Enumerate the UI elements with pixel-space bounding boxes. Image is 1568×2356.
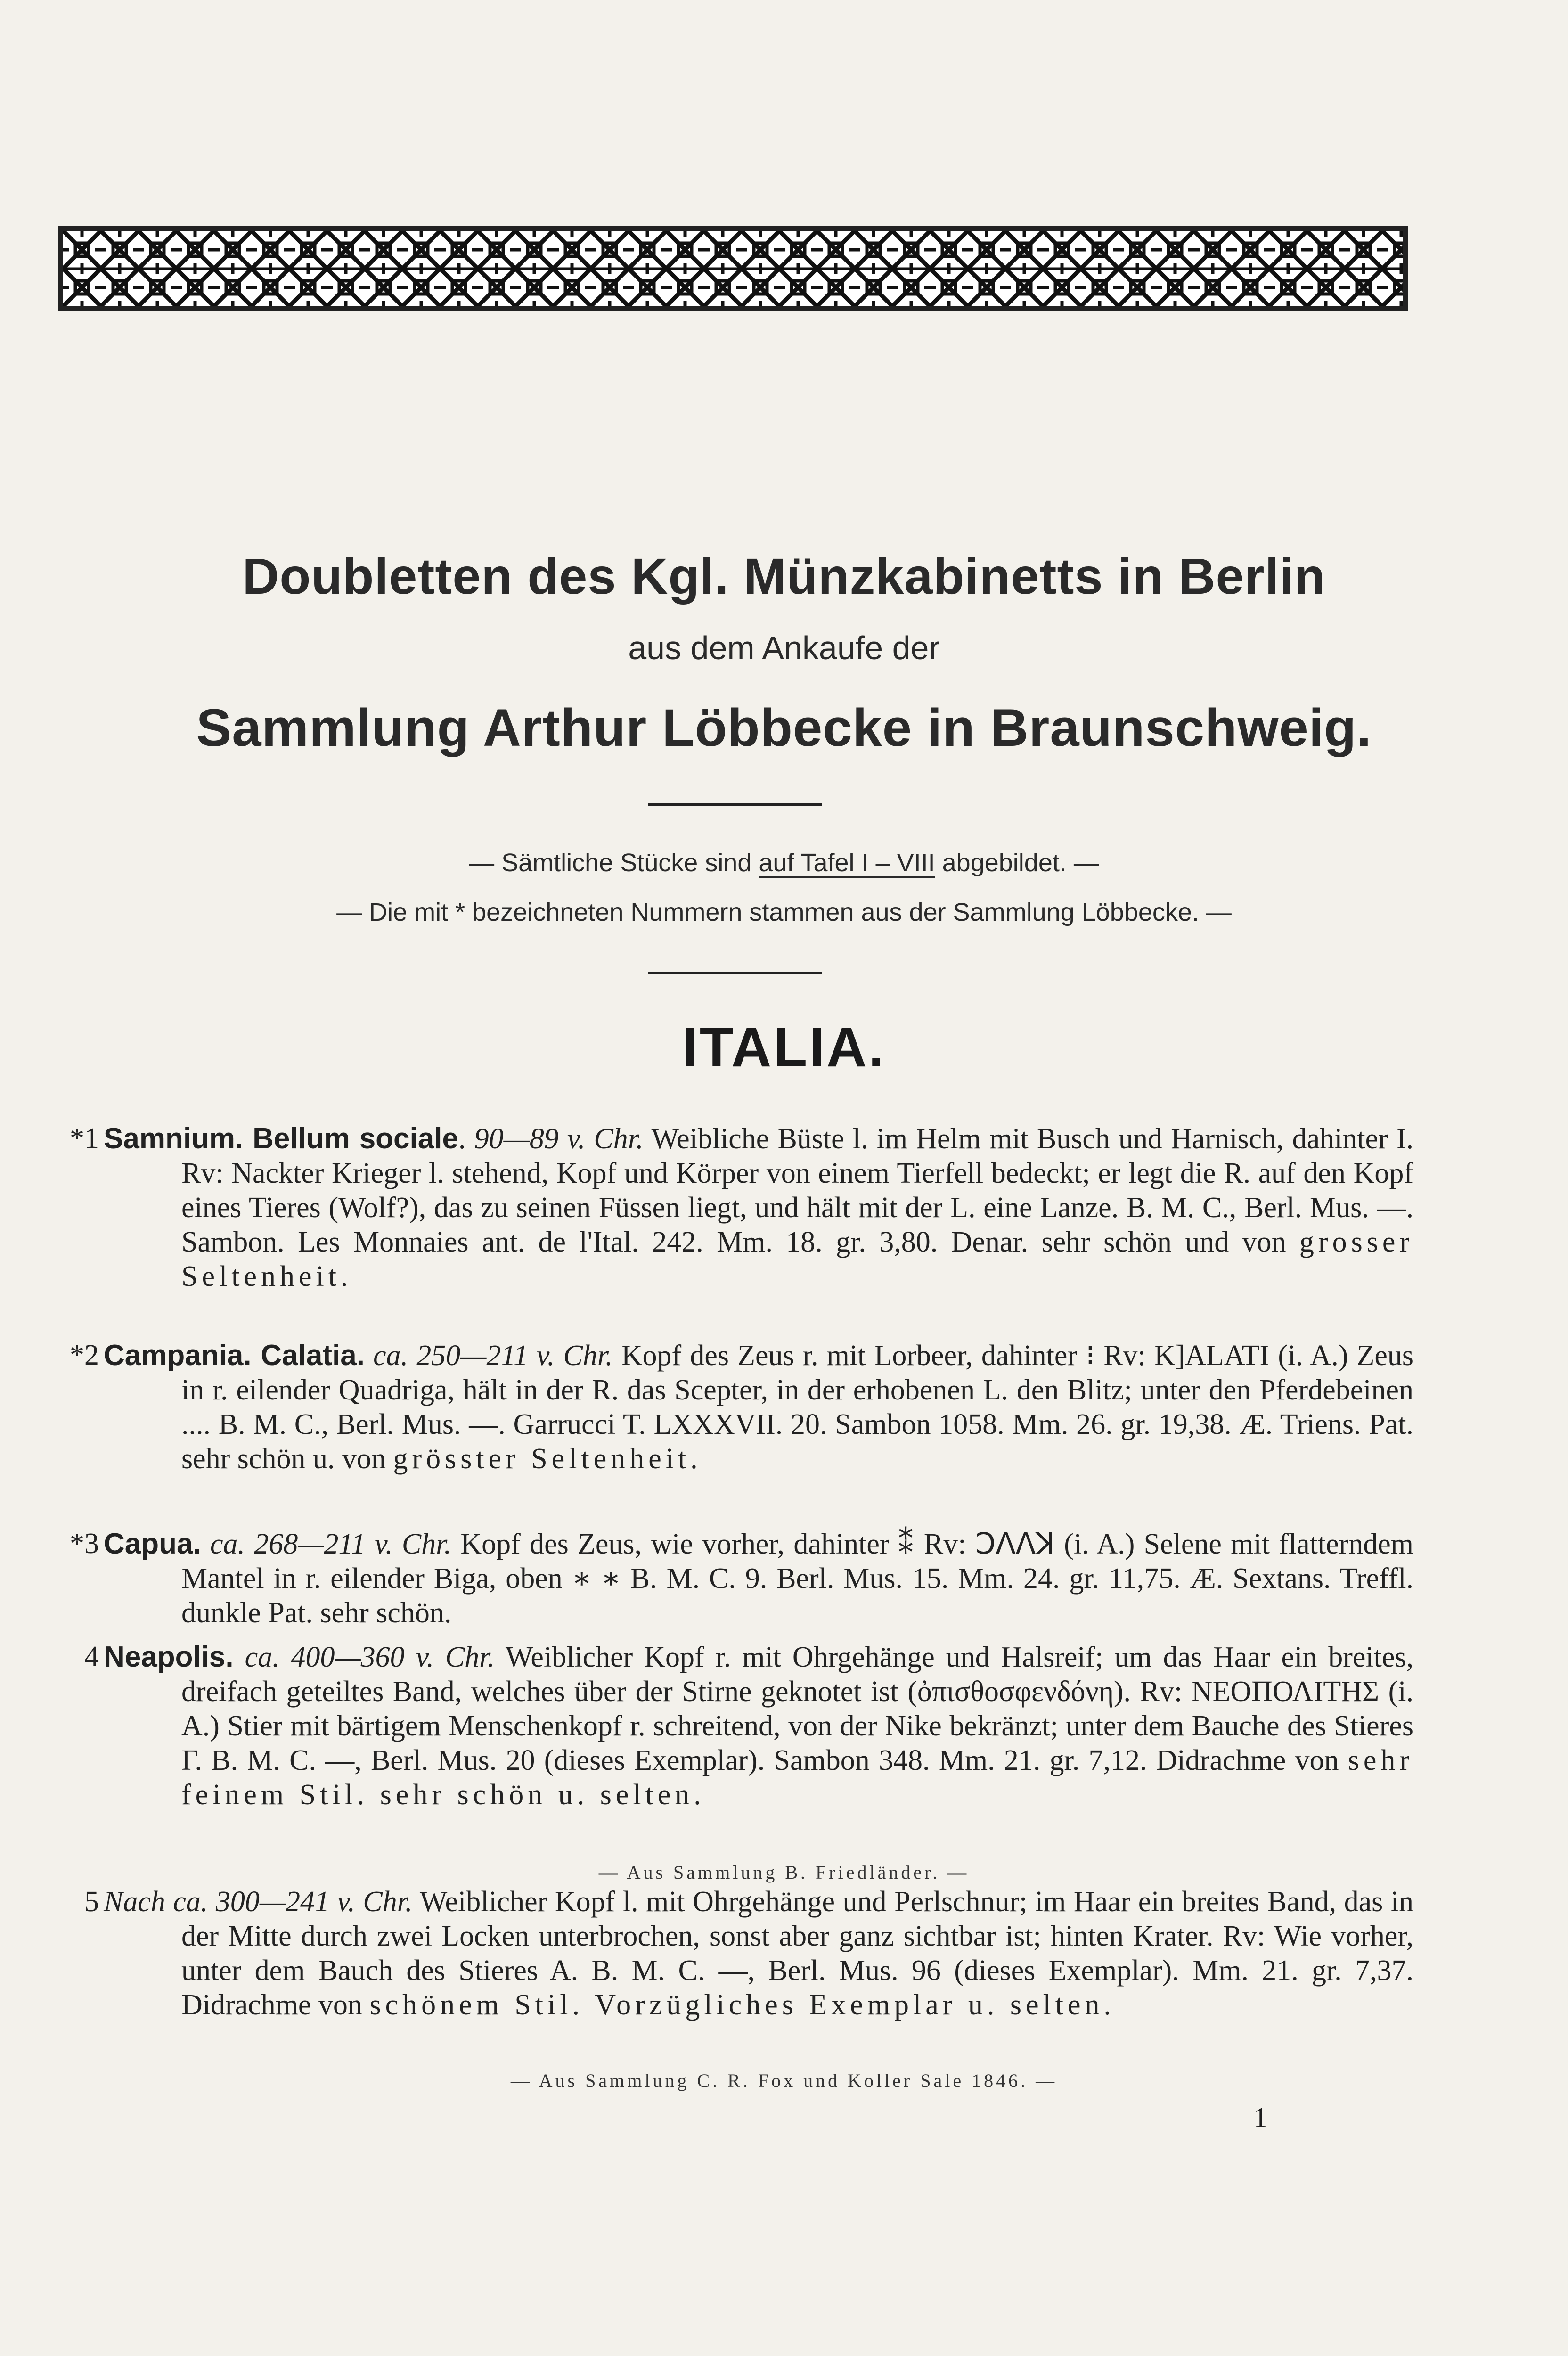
entry-provenance: — Aus Sammlung B. Friedländer. —	[598, 1862, 970, 1883]
entry-description: Kopf des Zeus, wie vorher, dahinter ⁑ Rv: ꓛꓥꓥꓘ (i. A.) Selene mit flatterndem Mantel in r. eilender Biga, oben ∗ ∗ B. M. C. 9. Berl. Mus. 15. Mm. 24. gr. 11,75. Æ. Sextans. Treffl. dunkle Pat. sehr schön.	[181, 1528, 1413, 1629]
entry-number: *2	[70, 1339, 99, 1371]
plates-note-reference: auf Tafel I – VIII	[759, 849, 935, 877]
ornamental-border	[58, 226, 1408, 311]
plates-note	[0, 848, 1568, 877]
title-line-1: Doubletten des Kgl. Münzkabinetts in Berlin	[242, 548, 1326, 605]
entry-separator	[201, 1528, 210, 1560]
entry-body	[104, 1640, 1413, 1812]
catalog-entry	[52, 1121, 1413, 1294]
catalog-entry	[52, 1338, 1413, 1476]
entry-number: 5	[84, 1886, 99, 1918]
entry-body	[104, 1338, 1414, 1476]
page-number: 1	[1253, 2102, 1267, 2133]
entry-date: ca. 400—360 v. Chr.	[245, 1641, 495, 1673]
plates-note-pre: — Sämtliche Stücke sind	[469, 849, 759, 877]
entry-title: Capua.	[104, 1528, 201, 1560]
entry-separator	[365, 1340, 373, 1372]
entry-separator: .	[458, 1123, 474, 1155]
entry-number: *3	[70, 1528, 99, 1560]
plates-note-post: abgebildet. —	[935, 849, 1099, 877]
entry-number: 4	[84, 1641, 99, 1673]
entry-date: 90—89 v. Chr.	[474, 1123, 644, 1155]
entry-date: ca. 268—211 v. Chr.	[210, 1528, 452, 1560]
entry-title: Samnium. Bellum sociale	[104, 1122, 458, 1155]
entry-title: Campania. Calatia.	[104, 1339, 365, 1372]
entry-title: Neapolis.	[104, 1641, 234, 1673]
entry-body	[104, 1121, 1414, 1294]
entry-separator	[234, 1641, 245, 1673]
entry-rating: grosser Seltenheit.	[181, 1226, 1413, 1293]
catalog-entry	[52, 1527, 1413, 1630]
entry-body	[104, 1527, 1413, 1630]
divider-rule	[648, 972, 822, 974]
title-line-2: aus dem Ankaufe der	[628, 630, 940, 666]
ornament-pattern	[63, 231, 1403, 306]
entry-body	[104, 1885, 1414, 2022]
provenance-note: — Die mit * bezeichneten Nummern stammen aus der Sammlung Löbbecke. —	[336, 898, 1232, 926]
entry-date: ca. 250—211 v. Chr.	[373, 1340, 613, 1372]
entry-description: Weibliche Büste l. im Helm mit Busch und Harnisch, dahinter I. Rv: Nackter Krieger l. stehend, Kopf und Körper von einem Tierfell bedeckt; er legt die R. auf den Kopf eines Tieres (Wolf?), das zu seinen Füssen liegt, und hält mit der L. eine Lanze. B. M. C., Berl. Mus. —. Sambon. Les Monnaies ant. de l'Ital. 242. Mm. 18. gr. 3,80. Denar. sehr schön und von	[181, 1123, 1414, 1258]
title-line-3: Sammlung Arthur Löbbecke in Braunschweig.	[196, 698, 1372, 757]
entry-rating: schönem Stil. Vorzügliches Exemplar u. selten.	[369, 1989, 1116, 2021]
catalog-entry	[52, 1885, 1413, 2022]
catalog-entry	[52, 1640, 1413, 1812]
entry-provenance: — Aus Sammlung C. R. Fox und Koller Sale 1846. —	[510, 2070, 1058, 2091]
entry-description: Kopf des Zeus r. mit Lorbeer, dahinter ⁝ Rv: K]ALATI (i. A.) Zeus in r. eilender Quadriga, hält in der R. das Scepter, in der erhobenen L. den Blitz; unter den Pferdebeinen .... B. M. C., Berl. Mus. —. Garrucci T. LXXXVII. 20. Sambon 1058. Mm. 26. gr. 19,38. Æ. Triens. Pat. sehr schön u. von	[181, 1340, 1414, 1475]
entry-description: Weiblicher Kopf l. mit Ohrgehänge und Perlschnur; im Haar ein breites Band, das in der Mitte durch zwei Locken unterbrochen, sonst aber ganz sichtbar ist; hinten Krater. Rv: Wie vorher, unter dem Bauch des Stieres A. B. M. C. —, Berl. Mus. 96 (dieses Exemplar). Mm. 21. gr. 7,37. Didrachme von	[181, 1886, 1414, 2021]
section-title: ITALIA.	[682, 1016, 886, 1079]
entry-rating: grösster Seltenheit.	[393, 1443, 702, 1475]
divider-rule	[648, 803, 822, 806]
entry-number: *1	[70, 1122, 99, 1154]
entry-date: Nach ca. 300—241 v. Chr.	[104, 1886, 413, 1918]
entry-rating: sehr feinem Stil. sehr schön u. selten.	[181, 1744, 1413, 1811]
entry-description: Weiblicher Kopf r. mit Ohrgehänge und Halsreif; um das Haar ein breites, dreifach geteiltes Band, welches über der Stirne geknotet ist (ὀπισθοσφενδόνη). Rv: ΝΕΟΠΟΛΙΤΗΣ (i. A.) Stier mit bärtigem Menschenkopf r. schreitend, von der Nike bekränzt; unter dem Bauche des Stieres Γ. B. M. C. —, Berl. Mus. 20 (dieses Exemplar). Sambon 348. Mm. 21. gr. 7,12. Didrachme von	[181, 1641, 1413, 1776]
